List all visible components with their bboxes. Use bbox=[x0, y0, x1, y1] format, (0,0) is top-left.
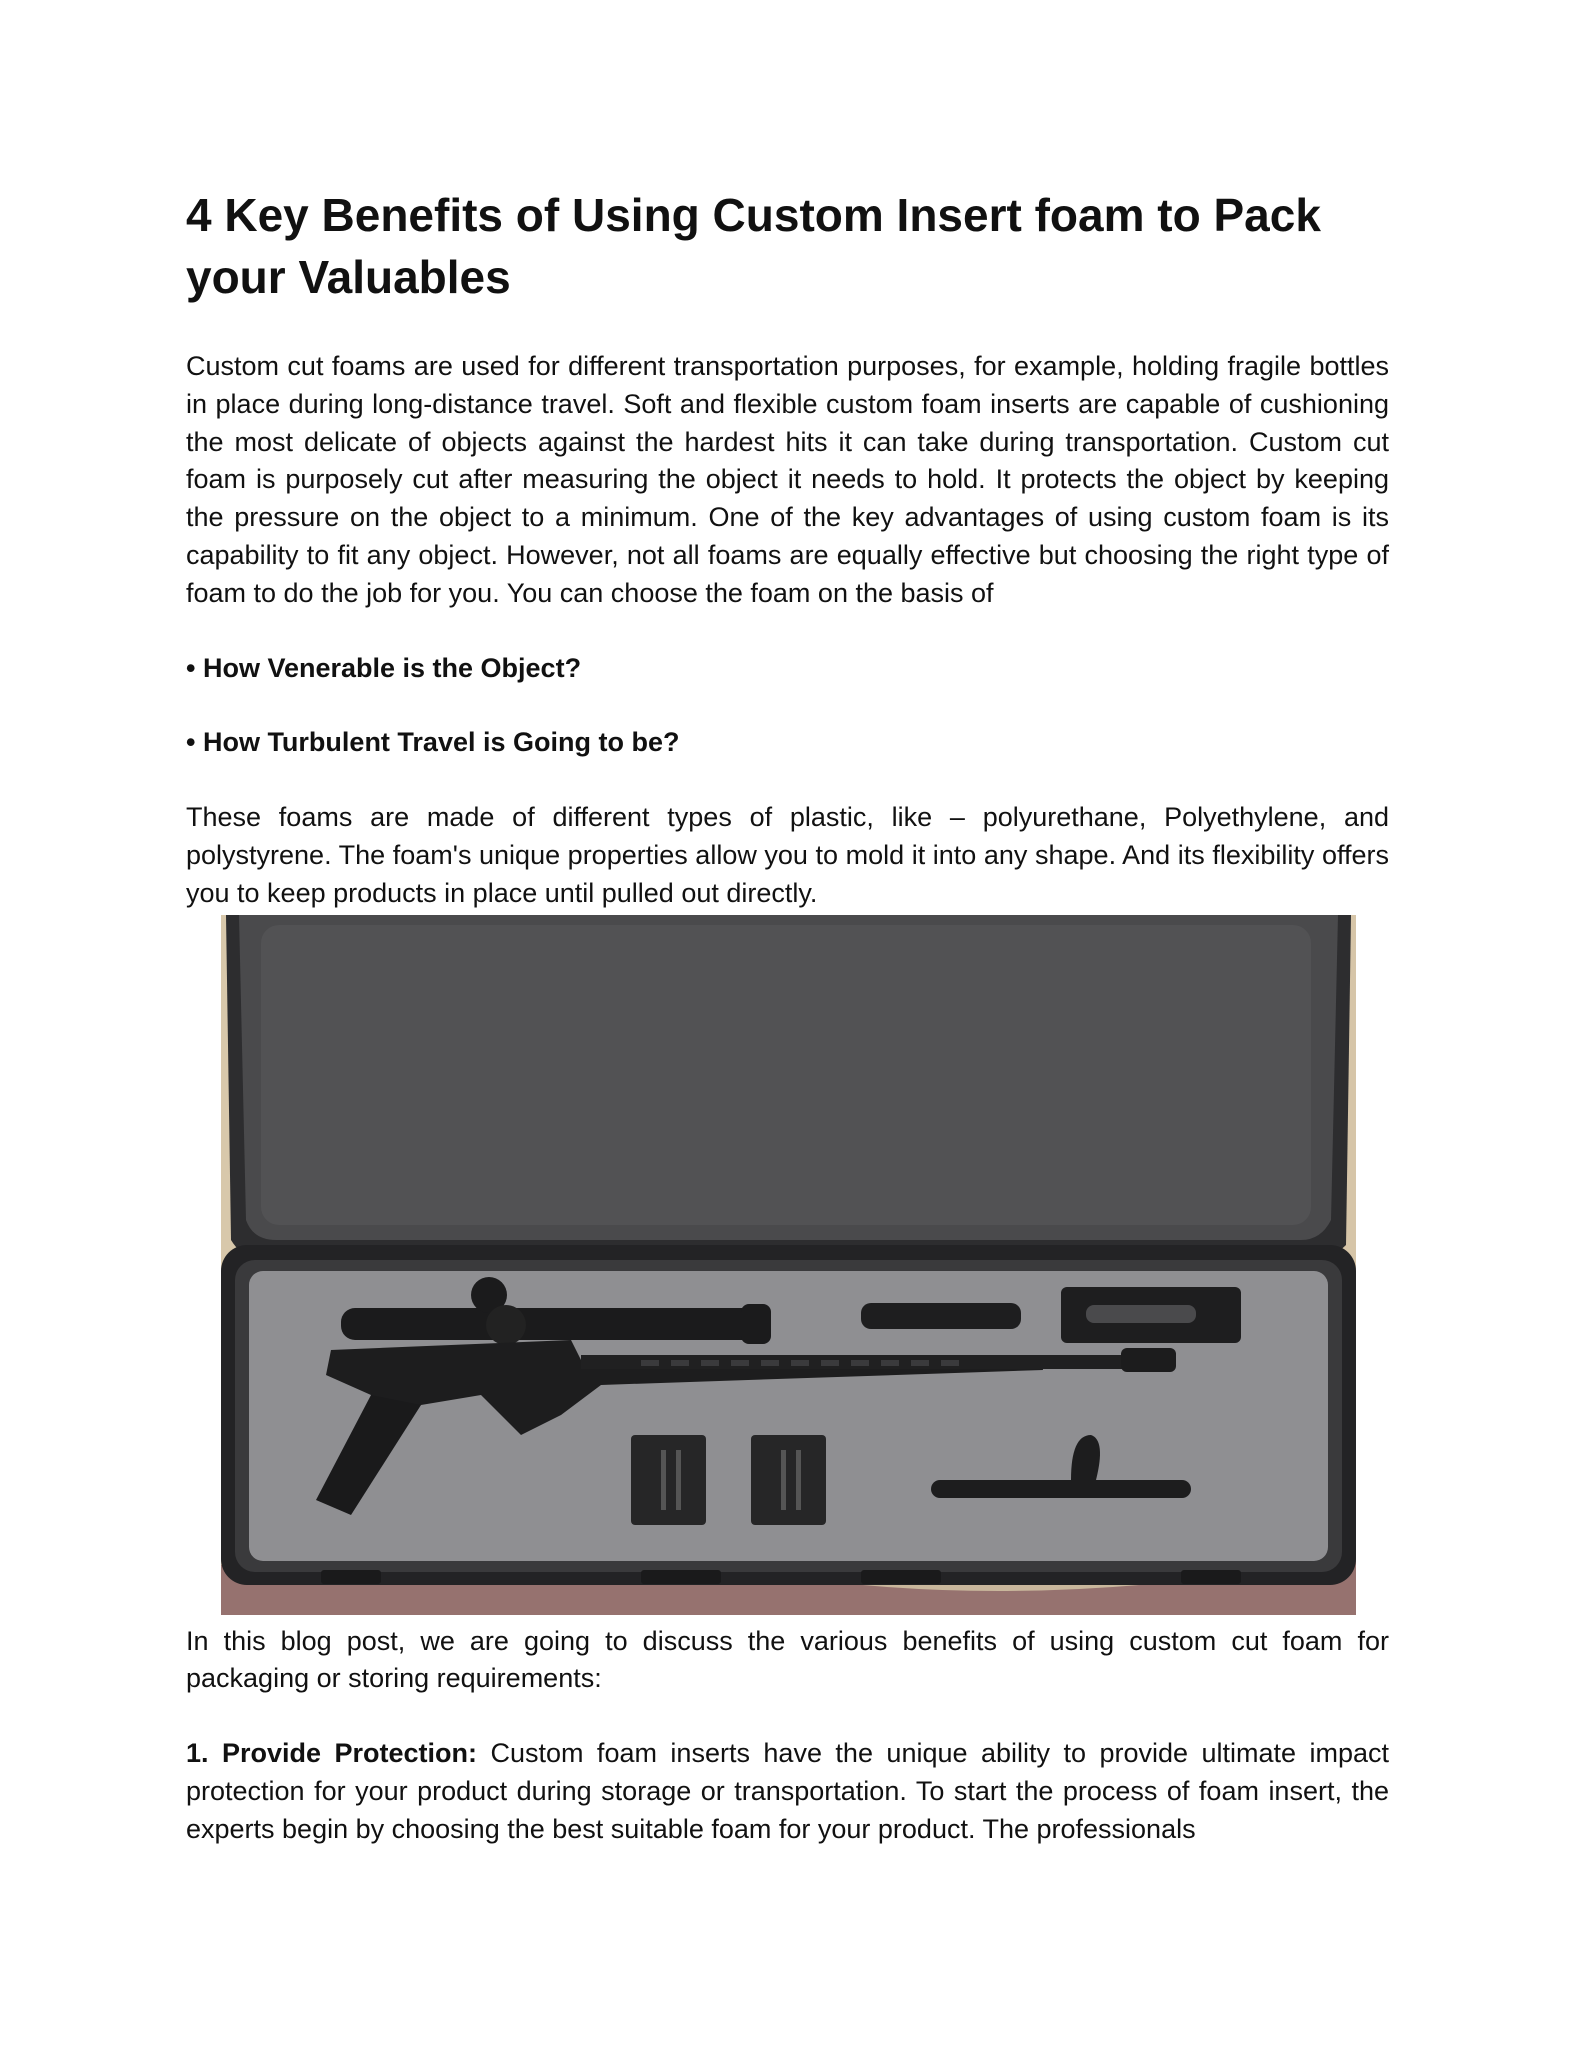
benefit-1-paragraph bbox=[186, 1735, 1389, 1848]
rifle-case-photo bbox=[221, 915, 1356, 1615]
bullet-item: • How Turbulent Travel is Going to be? bbox=[186, 727, 680, 758]
benefit-1-label: 1. Provide Protection: bbox=[186, 1738, 477, 1769]
intro-paragraph: Custom cut foams are used for different transportation purposes, for example, holding fragile bottles in place during long-distance travel. Soft and flexible custom foam inserts are capable of cushioning the most delicate of objects against the hardest hits it can take during transportation. Custom cut foam is purposely cut after measuring the object it needs to hold. It protects the object by keeping the pressure on the object to a minimum. One of the key advantages of using custom foam is its capability to fit any object. However, not all foams are equally effective but choosing the right type of foam to do the job for you. You can choose the foam on the basis of bbox=[186, 351, 1389, 608]
document-page bbox=[186, 184, 1389, 1849]
bullet-item: • How Venerable is the Object? bbox=[186, 652, 582, 683]
blog-intro-paragraph: In this blog post, we are going to discuss the various benefits of using custom cut foam for packaging or storing requirements: bbox=[186, 1625, 1389, 1694]
rifle-case-illustration bbox=[221, 915, 1356, 1615]
benefit-1-text: Custom foam inserts have the unique ability to provide ultimate impact protection for your product during storage or transportation. To start the process of foam insert, the experts begin by choosing the best suitable foam for your product. The professionals bbox=[186, 1738, 1389, 1844]
page-title: 4 Key Benefits of Using Custom Insert foam to Pack your Valuables bbox=[186, 189, 1321, 303]
materials-paragraph: These foams are made of different types of plastic, like – polyurethane, Polyethylene, and polystyrene. The foam's unique properties allow you to mold it into any shape. And its flexibility offers you to keep products in place until pulled out directly. bbox=[186, 802, 1389, 908]
